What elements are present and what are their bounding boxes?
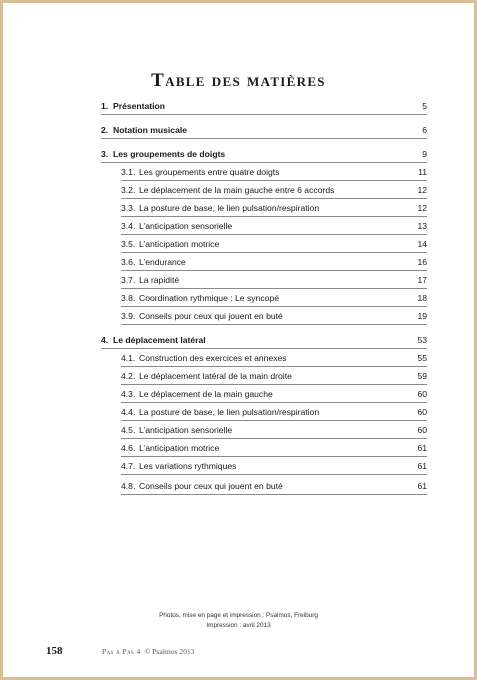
credits-line-print-date: Impression : avril 2013 (206, 622, 271, 629)
toc-entry-page: 6 (422, 125, 427, 135)
toc-entry-number: 3.7. (121, 275, 136, 285)
toc-entry-title: L’anticipation motrice (139, 443, 220, 453)
toc-divider (101, 138, 427, 139)
toc-entry-title: Construction des exercices et annexes (139, 353, 287, 363)
series-title: Pas à Pas 4 (102, 647, 141, 656)
toc-entry-title: Conseils pour ceux qui jouent en buté (139, 311, 283, 321)
toc-entry-title: Les variations rythmiques (139, 461, 237, 471)
toc-entry-page: 60 (417, 389, 427, 399)
credits-line-photos: Photos, mise en page et impression : Psalmos, Freiburg (159, 612, 318, 619)
toc-entry-number: 3.3. (121, 203, 136, 213)
copyright: © Psalmos 2013 (144, 647, 195, 656)
toc-chapter-row (0, 145, 477, 163)
credits (0, 611, 477, 631)
toc-entry-number: 4.7. (121, 461, 136, 471)
toc-entry-title: Les groupements entre quatre doigts (139, 167, 280, 177)
toc-chapter-row (0, 331, 477, 349)
toc-entry-number: 4.2. (121, 371, 136, 381)
toc-entry-number: 2. (101, 125, 109, 135)
toc-section-row (0, 477, 477, 495)
toc-entry-number: 3.1. (121, 167, 136, 177)
toc-entry-page: 61 (417, 461, 427, 471)
toc-section-row (0, 385, 477, 403)
toc-section-row (0, 349, 477, 367)
toc-section-row (0, 271, 477, 289)
toc-entry-number: 3.5. (121, 239, 136, 249)
toc-entry-title: L’anticipation sensorielle (139, 425, 233, 435)
toc-entry-number: 3.6. (121, 257, 136, 267)
toc-entry-number: 3. (101, 149, 109, 159)
toc-entry-number: 4.8. (121, 481, 136, 491)
toc-entry-number: 3.4. (121, 221, 136, 231)
toc-entry-page: 53 (417, 335, 427, 345)
toc-entry-page: 61 (417, 443, 427, 453)
page-title: Table des matières (151, 70, 326, 91)
toc-entry-page: 9 (422, 149, 427, 159)
toc-section-row (0, 307, 477, 325)
toc-chapter-row (0, 121, 477, 139)
toc-entry-title: L’anticipation sensorielle (139, 221, 233, 231)
toc-entry-number: 4.3. (121, 389, 136, 399)
toc-entry-title: La posture de base, le lien pulsation/respiration (139, 407, 320, 417)
toc-divider (101, 114, 427, 115)
toc-divider (121, 494, 427, 495)
toc-entry-title: La rapidité (139, 275, 180, 285)
toc-entry-page: 61 (417, 481, 427, 491)
toc-entry-title: L’anticipation motrice (139, 239, 220, 249)
toc-entry-title: Présentation (113, 101, 166, 111)
toc-entry-number: 4. (101, 335, 109, 345)
toc-entry-page: 14 (417, 239, 427, 249)
toc-section-row (0, 253, 477, 271)
toc-entry-title: Le déplacement latéral de la main droite (139, 371, 292, 381)
toc-entry-page: 13 (417, 221, 427, 231)
toc-section-row (0, 163, 477, 181)
page-number: 158 (46, 645, 63, 657)
toc-section-row (0, 199, 477, 217)
toc-section-row (0, 403, 477, 421)
toc-entry-page: 60 (417, 407, 427, 417)
running-footer (102, 647, 195, 656)
toc-entry-number: 3.8. (121, 293, 136, 303)
toc-section-row (0, 421, 477, 439)
toc-entry-number: 3.9. (121, 311, 136, 321)
toc-section-row (0, 289, 477, 307)
toc-entry-title: Le déplacement latéral (113, 335, 206, 345)
toc-section-row (0, 217, 477, 235)
toc-entry-number: 4.1. (121, 353, 136, 363)
toc-entry-title: Notation musicale (113, 125, 188, 135)
toc-entry-title: Coordination rythmique : Le syncopé (139, 293, 279, 303)
toc-entry-page: 12 (417, 185, 427, 195)
toc-entry-number: 4.4. (121, 407, 136, 417)
toc-section-row (0, 181, 477, 199)
toc-entry-page: 12 (417, 203, 427, 213)
toc-entry-page: 60 (417, 425, 427, 435)
toc-section-row (0, 235, 477, 253)
toc-entry-number: 4.6. (121, 443, 136, 453)
toc-divider (121, 324, 427, 325)
toc-entry-page: 16 (417, 257, 427, 267)
toc-entry-title: La posture de base, le lien pulsation/respiration (139, 203, 320, 213)
toc-divider (121, 474, 427, 475)
toc-entry-title: Le déplacement de la main gauche (139, 389, 273, 399)
toc-section-row (0, 367, 477, 385)
toc-entry-title: Le déplacement de la main gauche entre 6 accords (139, 185, 335, 195)
toc-entry-page: 11 (418, 167, 427, 177)
toc-entry-page: 55 (417, 353, 427, 363)
toc-entry-number: 3.2. (121, 185, 136, 195)
toc-entry-page: 19 (417, 311, 427, 321)
toc-entry-title: L’endurance (139, 257, 186, 267)
toc-entry-title: Conseils pour ceux qui jouent en buté (139, 481, 283, 491)
toc-entry-page: 59 (417, 371, 427, 381)
toc-entry-page: 18 (417, 293, 427, 303)
toc-entry-title: Les groupements de doigts (113, 149, 226, 159)
toc-entry-number: 4.5. (121, 425, 136, 435)
toc-entry-page: 5 (422, 101, 427, 111)
toc-entry-page: 17 (417, 275, 427, 285)
toc-chapter-row (0, 97, 477, 115)
toc-section-row (0, 439, 477, 457)
toc-section-row (0, 457, 477, 475)
toc-entry-number: 1. (101, 101, 109, 111)
